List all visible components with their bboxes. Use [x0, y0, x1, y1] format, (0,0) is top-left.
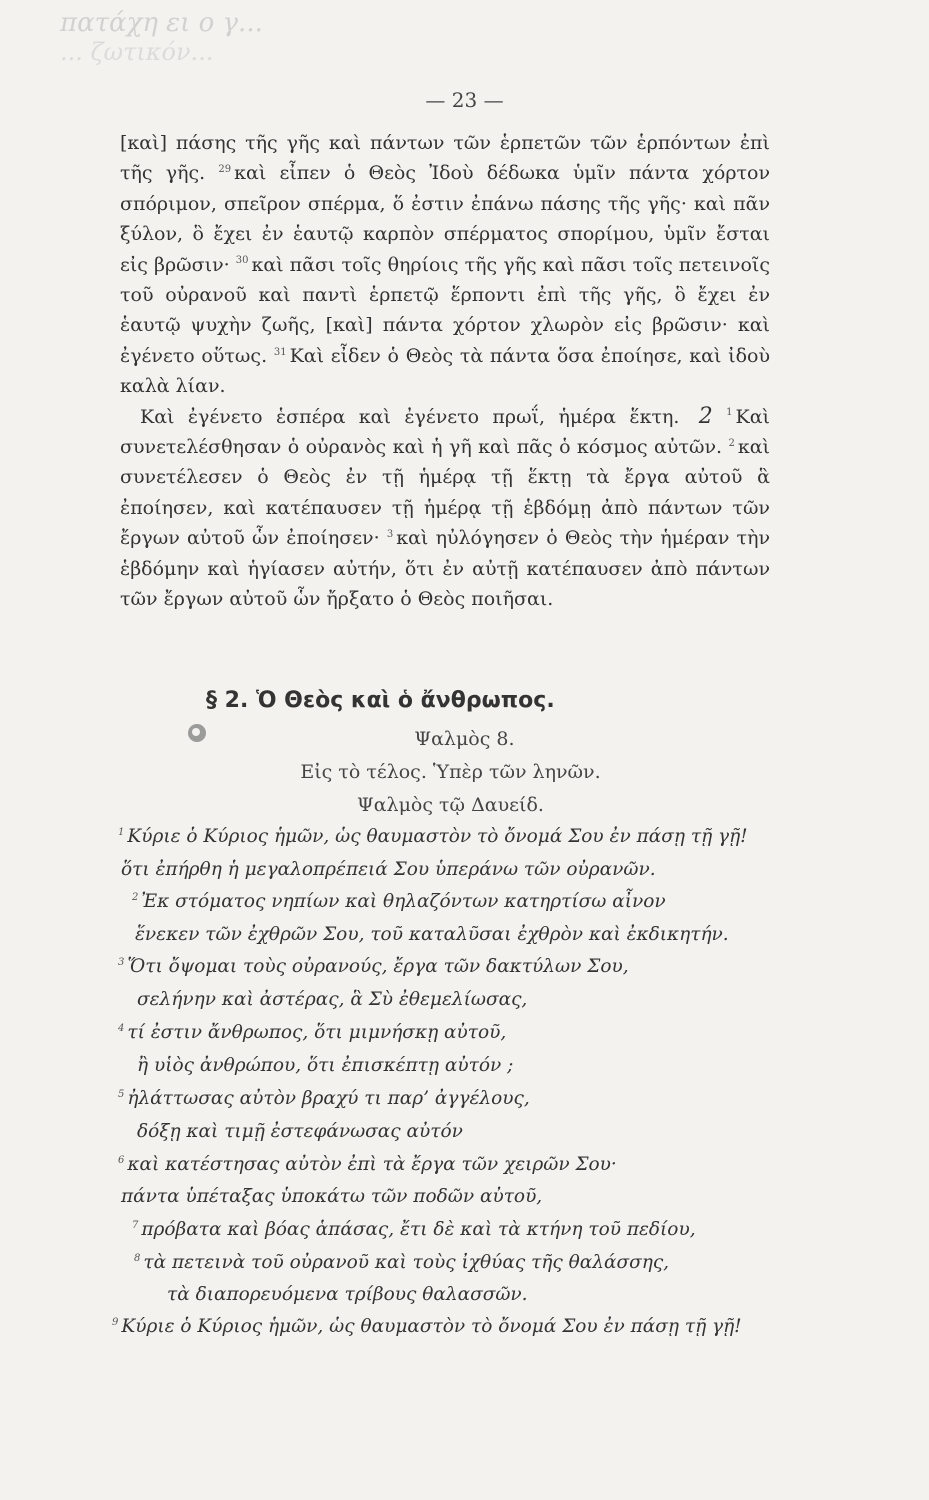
verse-number: 31 [273, 346, 287, 358]
psalm-subtitle-2: Ψαλμὸς τῷ Δαυείδ. [357, 794, 544, 816]
psalm-line: $^2$ Ἐκ στόματος νηπίων καὶ θηλαζόντων κατηρτίσω αἶνον [132, 891, 666, 912]
handwritten-note-second: ... ζωτικόν... [60, 38, 214, 66]
psalm-line: $^9$ Κύριε ὁ Κύριος ἡμῶν, ὡς θαυμαστὸν τὸ ὄνομά Σου ἐν πάσῃ τῇ γῇ! [112, 1316, 742, 1337]
psalm-line: σελήνην καὶ ἀστέρας, ἃ Σὺ ἐθεμελίωσας, [137, 989, 528, 1010]
psalm-line: πάντα ὑπέταξας ὑποκάτω τῶν ποδῶν αὐτοῦ, [121, 1186, 543, 1207]
psalm-line: $^4$ τί ἐστιν ἄνθρωπος, ὅτι μιμνήσκῃ αὐτοῦ, [118, 1022, 507, 1043]
verse-number: 30 [235, 255, 249, 267]
verse-text: καὶ εἶπεν ὁ Θεὸς Ἰδοὺ δέδωκα ὑμῖν πάντα χόρτον σπόριμον, σπεῖρον σπέρμα, ὅ ἐστιν ἐπάνω πάσης τῆς γῆς· καὶ πᾶν ξύλον, ὃ ἔχει ἐν ἑαυτῷ καρπὸν σπέρματος σπορίμου, ὑμῖν ἔσται εἰς βρῶσιν· [120, 162, 771, 276]
verse-text: καὶ ηὐλόγησεν ὁ Θεὸς τὴν ἡμέραν τὴν ἑβδόμην καὶ ἡγίασεν αὐτήν, ὅτι ἐν αὐτῇ κατέπαυσεν ἀπὸ πάντων τῶν ἔργων αὐτοῦ ὧν ἤρξατο ὁ Θεὸς ποιῆσαι. [120, 527, 771, 611]
page-number: — 23 — [425, 88, 504, 112]
psalm-line: $^3$ Ὅτι ὄψομαι τοὺς οὐρανούς, ἔργα τῶν δακτύλων Σου, [118, 956, 629, 977]
handwritten-note-top: πατάχη ει ο γ... [60, 8, 263, 38]
verse-text: Καὶ εἶδεν ὁ Θεὸς τὰ πάντα ὅσα ἐποίησε, καὶ ἰδοὺ καλὰ λίαν. [120, 344, 771, 398]
verse-text: [καὶ] πάσης τῆς γῆς καὶ πάντων τῶν ἑρπετῶν τῶν ἑρπόντων ἐπὶ τῆς γῆς. [120, 132, 770, 185]
psalm-line: $^6$ καὶ κατέστησας αὐτὸν ἐπὶ τὰ ἔργα τῶν χειρῶν Σου· [118, 1154, 617, 1175]
psalm-line: τὰ διαπορευόμενα τρίβους θαλασσῶν. [167, 1284, 528, 1305]
paragraph-genesis-2 [120, 402, 770, 615]
prose-block [120, 128, 770, 615]
verse-text: καὶ πᾶσι τοῖς θηρίοις τῆς γῆς καὶ πᾶσι τοῖς πετεινοῖς τοῦ οὐρανοῦ καὶ παντὶ ἑρπετῷ ἕρποντι ἐπὶ τῆς γῆς, ὃ ἔχει ἐν ἑαυτῷ ψυχὴν ζωῆς, [καὶ] πάντα χόρτον χλωρὸν εἰς βρῶσιν· καὶ ἐγένετο οὕτως. [120, 253, 770, 367]
psalm-line: δόξῃ καὶ τιμῇ ἐστεφάνωσας αὐτόν [137, 1121, 463, 1142]
verse-text: Καὶ συνετελέσθησαν ὁ οὐρανὸς καὶ ἡ γῆ καὶ πᾶς ὁ κόσμος αὐτῶν. [120, 405, 770, 459]
verse-number: 3 [386, 528, 394, 540]
section-title: § 2. Ὁ Θεὸς καὶ ὁ ἄνθρωπος. [206, 688, 555, 713]
psalm-line: $^7$ πρόβατα καὶ βόας ἁπάσας, ἔτι δὲ καὶ τὰ κτήνη τοῦ πεδίου, [132, 1219, 696, 1240]
verse-number: 2 [728, 437, 735, 449]
psalm-line: $^8$ τὰ πετεινὰ τοῦ οὐρανοῦ καὶ τοὺς ἰχθύας τῆς θαλάσσης, [134, 1252, 670, 1273]
psalm-line: $^5$ ἠλάττωσας αὐτὸν βραχύ τι παρ’ ἀγγέλους, [118, 1088, 530, 1109]
psalm-line: $^1$ Κύριε ὁ Κύριος ἡμῶν, ὡς θαυμαστὸν τὸ ὄνομά Σου ἐν πάσῃ τῇ γῇ! [118, 826, 748, 847]
chapter-number: 2 [698, 403, 713, 429]
psalm-subtitle-1: Εἰς τὸ τέλος. Ὑπὲρ τῶν ληνῶν. [300, 761, 601, 783]
verse-number: 29 [218, 164, 232, 176]
verse-text: Καὶ ἐγένετο ἑσπέρα καὶ ἐγένετο πρωΐ, ἡμέρα ἕκτη. [140, 405, 680, 428]
verse-number: 1 [726, 407, 733, 419]
psalm-line: ἕνεκεν τῶν ἐχθρῶν Σου, τοῦ καταλῦσαι ἐχθρὸν καὶ ἐκδικητήν. [135, 924, 729, 945]
psalm-line: ὅτι ἐπήρθη ἡ μεγαλοπρέπειά Σου ὑπεράνω τῶν οὐρανῶν. [121, 859, 656, 880]
verse-text: καὶ συνετέλεσεν ὁ Θεὸς ἐν τῇ ἡμέρᾳ τῇ ἕκτῃ τὰ ἔργα αὐτοῦ ἃ ἐποίησεν, καὶ κατέπαυσεν τῇ ἡμέρᾳ τῇ ἑβδόμῃ ἀπὸ πάντων τῶν ἔργων αὐτοῦ ὧν ἐποίησεν· [120, 436, 770, 550]
psalm-line: ἢ υἱὸς ἀνθρώπου, ὅτι ἐπισκέπτῃ αὐτόν ; [137, 1055, 514, 1076]
paragraph-genesis-1 [120, 128, 770, 402]
psalm-heading: Ψαλμὸς 8. [414, 728, 515, 750]
